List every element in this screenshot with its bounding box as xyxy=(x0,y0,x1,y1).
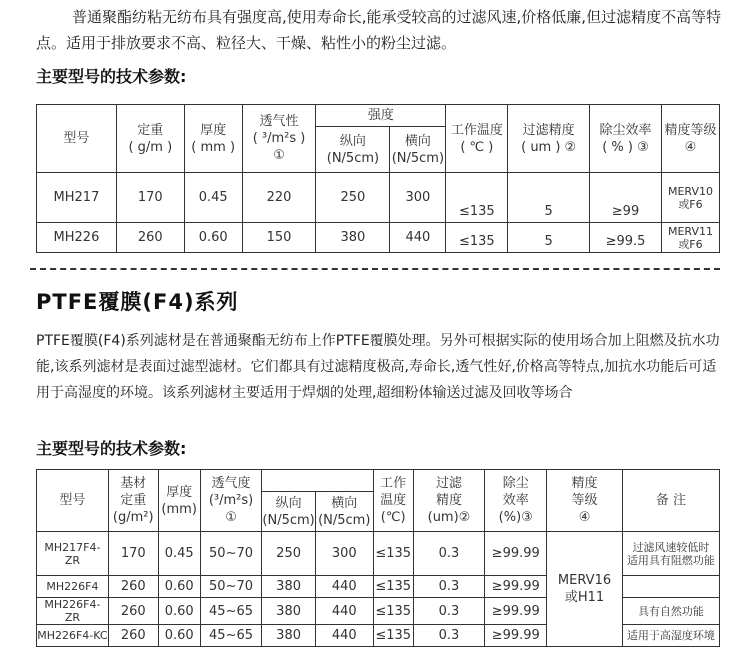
cell-temp: ≤135 xyxy=(446,223,508,253)
cell-model: MH226F4-KC xyxy=(37,625,109,647)
header-remark: 备 注 xyxy=(622,470,719,532)
spec-table-polyester xyxy=(36,104,720,253)
cell-permeability: 45~65 xyxy=(200,625,262,647)
header-precision: 过滤精度 ( um ) ② xyxy=(508,105,590,173)
cell-remark: 具有自然功能 xyxy=(622,598,719,625)
cell-model: MH217F4-ZR xyxy=(37,532,109,576)
cell-remark xyxy=(622,576,719,598)
cell-efficiency: ≥99.99 xyxy=(485,598,547,625)
cell-weight: 260 xyxy=(108,576,158,598)
cell-temp: ≤135 xyxy=(373,576,413,598)
cell-temp: ≤135 xyxy=(373,598,413,625)
header-temp: 工作 温度 (℃) xyxy=(373,470,413,532)
cell-weight: 170 xyxy=(108,532,158,576)
cell-permeability: 50~70 xyxy=(200,576,262,598)
cell-long: 380 xyxy=(316,223,390,253)
cell-permeability: 220 xyxy=(242,173,316,223)
header-grade: 精度 等级 ④ xyxy=(547,470,623,532)
header-model: 型号 xyxy=(37,470,109,532)
cell-efficiency: ≥99.99 xyxy=(485,576,547,598)
cell-efficiency: ≥99.5 xyxy=(590,223,662,253)
header-weight: 定重 ( g/m ) xyxy=(116,105,184,173)
cell-temp: ≤135 xyxy=(373,532,413,576)
section-paragraph: PTFE覆膜(F4)系列滤材是在普通聚酯无纺布上作PTFE覆膜处理。另外可根据实际的使用场合加上阻燃及抗水功能,该系列滤材是表面过滤型滤材。它们都具有过滤精度极高,寿命长,透气性好,价格高等特点,加抗水功能后可适用于高湿度的环境。该系列滤材主要适用于焊烟的处理,超细粉体输送过滤及回收等场合 xyxy=(36,333,720,401)
header-weight: 基材 定重 (g/m²) xyxy=(108,470,158,532)
cell-thickness: 0.60 xyxy=(158,598,200,625)
table1-heading: 主要型号的技术参数: xyxy=(36,67,187,86)
cell-model: MH226F4-ZR xyxy=(37,598,109,625)
header-efficiency: 除尘效率 ( % ) ③ xyxy=(590,105,662,173)
cell-trans: 440 xyxy=(315,598,373,625)
cell-grade-merged: MERV16 或H11 xyxy=(547,532,623,647)
cell-long: 250 xyxy=(316,173,390,223)
cell-trans: 440 xyxy=(315,576,373,598)
cell-trans: 300 xyxy=(390,173,446,223)
header-strength-long: 纵向 (N/5cm) xyxy=(262,492,315,532)
cell-thickness: 0.60 xyxy=(158,625,200,647)
header-permeability: 透气度 (³/m²s) ① xyxy=(200,470,262,532)
header-precision: 过滤 精度 (um)② xyxy=(413,470,485,532)
cell-permeability: 50~70 xyxy=(200,532,262,576)
cell-thickness: 0.60 xyxy=(158,576,200,598)
cell-precision: 0.3 xyxy=(413,576,485,598)
cell-remark: 适用于高湿度环境 xyxy=(622,625,719,647)
section-title: PTFE覆膜(F4)系列 xyxy=(36,290,239,314)
cell-thickness: 0.45 xyxy=(184,173,242,223)
cell-thickness: 0.60 xyxy=(184,223,242,253)
intro-paragraph xyxy=(36,4,726,56)
cell-weight: 170 xyxy=(116,173,184,223)
cell-efficiency: ≥99 xyxy=(590,173,662,223)
cell-weight: 260 xyxy=(108,598,158,625)
cell-long: 380 xyxy=(262,576,315,598)
cell-trans: 300 xyxy=(315,532,373,576)
cell-precision: 5 xyxy=(508,223,590,253)
header-permeability: 透气性 ( ³/m²s ) ① xyxy=(242,105,316,173)
spec-table-ptfe xyxy=(36,469,720,647)
header-strength-long: 纵向 (N/5cm) xyxy=(316,127,390,173)
header-thickness: 厚度 ( mm ) xyxy=(184,105,242,173)
cell-trans: 440 xyxy=(315,625,373,647)
cell-model: MH217 xyxy=(37,173,117,223)
header-strength-trans: 横向 (N/5cm) xyxy=(390,127,446,173)
table2-heading: 主要型号的技术参数: xyxy=(36,439,187,458)
section-divider xyxy=(30,268,720,270)
cell-model: MH226 xyxy=(37,223,117,253)
cell-efficiency: ≥99.99 xyxy=(485,625,547,647)
cell-efficiency: ≥99.99 xyxy=(485,532,547,576)
header-strength-trans: 横向 (N/5cm) xyxy=(315,492,373,532)
cell-permeability: 150 xyxy=(242,223,316,253)
cell-temp: ≤135 xyxy=(446,173,508,223)
cell-long: 380 xyxy=(262,598,315,625)
cell-precision: 5 xyxy=(508,173,590,223)
cell-thickness: 0.45 xyxy=(158,532,200,576)
cell-weight: 260 xyxy=(108,625,158,647)
intro-text: 普通聚酯纺粘无纺布具有强度高,使用寿命长,能承受较高的过滤风速,价格低廉,但过滤精度不高等特点。适用于排放要求不高、粒径大、干燥、粘性小的粉尘过滤。 xyxy=(36,8,722,52)
table-row xyxy=(37,532,720,576)
header-thickness: 厚度 (mm) xyxy=(158,470,200,532)
cell-remark: 过滤风速较低时 适用具有阻燃功能 xyxy=(622,532,719,576)
header-model: 型号 xyxy=(37,105,117,173)
cell-permeability: 45~65 xyxy=(200,598,262,625)
cell-precision: 0.3 xyxy=(413,625,485,647)
cell-precision: 0.3 xyxy=(413,532,485,576)
cell-temp: ≤135 xyxy=(373,625,413,647)
header-strength xyxy=(262,470,373,492)
header-grade: 精度等级 ④ xyxy=(661,105,719,173)
cell-grade: MERV11 或F6 xyxy=(661,223,719,253)
header-efficiency: 除尘 效率 (%)③ xyxy=(485,470,547,532)
cell-long: 380 xyxy=(262,625,315,647)
header-temp: 工作温度 ( ℃ ) xyxy=(446,105,508,173)
table-row xyxy=(37,223,720,253)
cell-weight: 260 xyxy=(116,223,184,253)
table-row xyxy=(37,173,720,223)
cell-model: MH226F4 xyxy=(37,576,109,598)
cell-long: 250 xyxy=(262,532,315,576)
cell-trans: 440 xyxy=(390,223,446,253)
header-strength: 强度 xyxy=(316,105,446,127)
cell-grade: MERV10 或F6 xyxy=(661,173,719,223)
cell-precision: 0.3 xyxy=(413,598,485,625)
